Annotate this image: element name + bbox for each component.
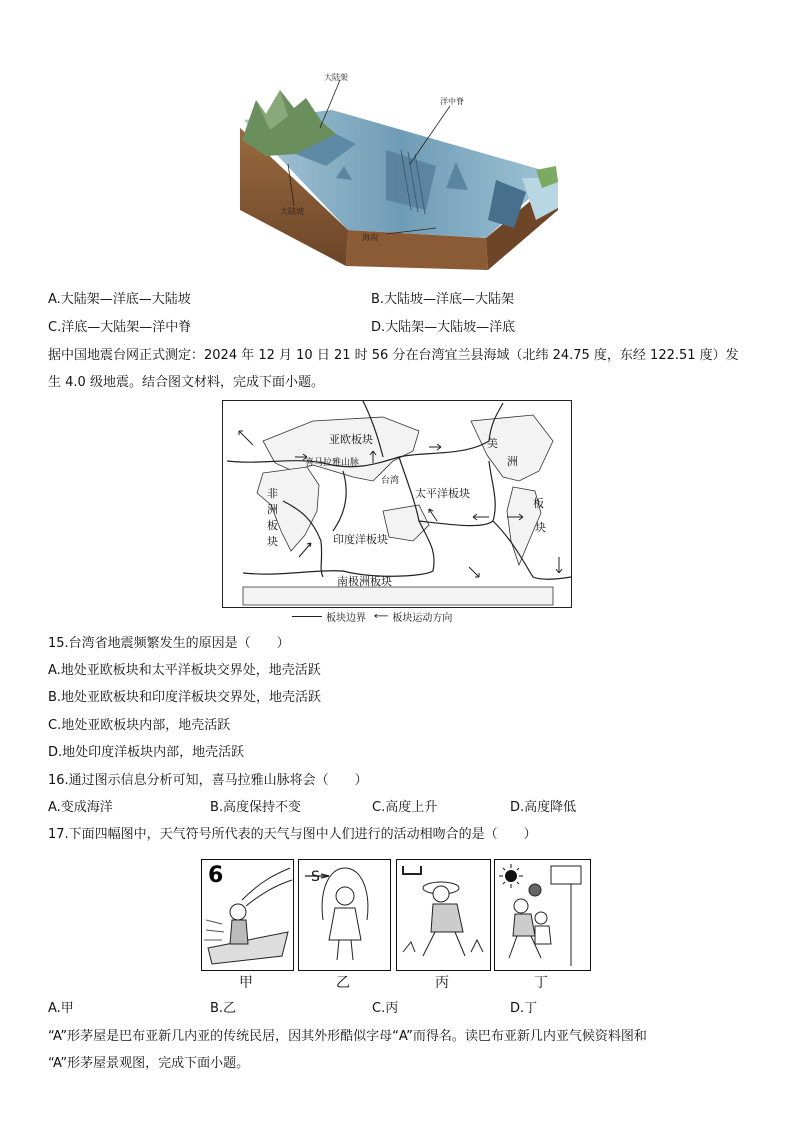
- label-himalaya: 喜马拉雅山脉: [305, 458, 360, 468]
- q15-option-c[interactable]: C.地处亚欧板块内部，地壳活跃: [48, 718, 231, 733]
- q14-option-a[interactable]: A.大陆架—洋底—大陆坡: [48, 292, 191, 307]
- label-africa-4: 块: [267, 535, 278, 548]
- label-mid-ocean-ridge: 洋中脊: [440, 97, 464, 106]
- q16-option-a[interactable]: A.变成海洋: [48, 800, 113, 815]
- legend-direction-label: 板块运动方向: [392, 613, 453, 624]
- panel-bing: [396, 859, 491, 971]
- ocean-floor-diagram: [236, 70, 562, 272]
- intro-a-hut-line2: “A”形茅屋景观图，完成下面小题。: [48, 1056, 250, 1071]
- label-antarctic-plate: 南极洲板块: [337, 575, 392, 588]
- label-america-4: 块: [535, 521, 546, 534]
- q14-option-c[interactable]: C.洋底—大陆架—洋中脊: [48, 320, 192, 335]
- q15-option-a[interactable]: A.地处亚欧板块和太平洋板块交界处，地壳活跃: [48, 663, 321, 678]
- panel-jia: [201, 859, 294, 971]
- panel-ding: [494, 859, 591, 971]
- label-pacific-plate: 太平洋板块: [415, 487, 470, 500]
- legend-boundary-label: 板块边界: [326, 613, 366, 624]
- sandstorm-icon: [305, 869, 329, 885]
- caption-jia: 甲: [239, 975, 253, 991]
- label-america-2: 洲: [507, 455, 518, 468]
- intro-a-hut-line1: “A”形茅屋是巴布亚新几内亚的传统民居，因其外形酷似字母“A”而得名。读巴布亚新几内亚气候资料图和: [48, 1029, 647, 1044]
- q16-option-d[interactable]: D.高度降低: [510, 800, 577, 815]
- australia-landmass: [383, 505, 429, 541]
- caption-ding: 丁: [534, 975, 548, 991]
- direction-arrow-icon: ⟵: [374, 611, 389, 622]
- plate-map: [222, 400, 572, 608]
- q17-stem: 17.下面四幅图中，天气符号所代表的天气与图中人们进行的活动相吻合的是（ ）: [48, 827, 537, 842]
- fog-icon: [403, 866, 421, 874]
- label-africa-3: 板: [267, 519, 278, 532]
- intro-earthquake-line2: 生 4.0 级地震。结合图文材料，完成下面小题。: [48, 375, 324, 390]
- boundary-line-icon: [292, 616, 322, 617]
- q17-option-a[interactable]: A.甲: [48, 1001, 74, 1016]
- label-africa-1: 非: [267, 487, 278, 500]
- q15-stem: 15.台湾省地震频繁发生的原因是（ ）: [48, 636, 290, 651]
- q15-option-d[interactable]: D.地处印度洋板块内部，地壳活跃: [48, 745, 245, 760]
- q16-option-b[interactable]: B.高度保持不变: [210, 800, 302, 815]
- label-trench: 海沟: [362, 233, 378, 242]
- q17-option-d[interactable]: D.丁: [510, 1001, 538, 1016]
- q17-option-c[interactable]: C.丙: [372, 1001, 399, 1016]
- typhoon-icon: 6: [208, 863, 224, 888]
- label-eurasian-plate: 亚欧板块: [329, 433, 373, 446]
- map-legend: [292, 609, 452, 624]
- q14-option-b[interactable]: B.大陆坡—洋底—大陆架: [371, 292, 515, 307]
- label-continental-slope: 大陆坡: [280, 207, 304, 216]
- q15-option-b[interactable]: B.地处亚欧板块和印度洋板块交界处，地壳活跃: [48, 690, 322, 705]
- label-america-3: 板: [533, 497, 544, 510]
- label-indian-plate: 印度洋板块: [333, 533, 388, 546]
- label-africa-2: 洲: [267, 503, 278, 516]
- q16-option-c[interactable]: C.高度上升: [372, 800, 438, 815]
- label-taiwan: 台湾: [381, 476, 400, 486]
- q14-option-d[interactable]: D.大陆架—大陆坡—洋底: [371, 320, 516, 335]
- antarctica-landmass: [243, 587, 553, 605]
- north-america-landmass: [471, 415, 553, 481]
- sunny-icon: [499, 864, 523, 888]
- q16-stem: 16.通过图示信息分析可知，喜马拉雅山脉将会（ ）: [48, 773, 368, 788]
- panel-yi: [298, 859, 391, 971]
- caption-yi: 乙: [336, 975, 350, 991]
- q17-option-b[interactable]: B.乙: [210, 1001, 237, 1016]
- svg-text:S: S: [311, 869, 320, 885]
- intro-earthquake-line1: 据中国地震台网正式测定：2024 年 12 月 10 日 21 时 56 分在台湾宜兰县海域（北纬 24.75 度，东经 122.51 度）发: [48, 348, 739, 363]
- caption-bing: 丙: [435, 975, 449, 991]
- label-continental-shelf: 大陆架: [324, 73, 348, 82]
- label-america-1: 美: [487, 437, 498, 450]
